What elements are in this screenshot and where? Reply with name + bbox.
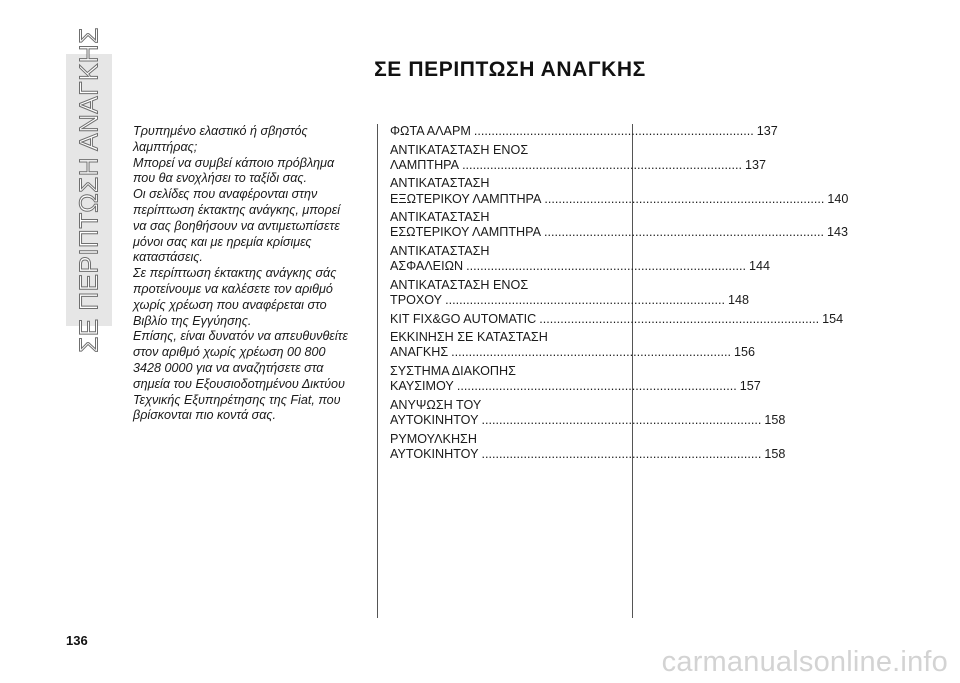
toc-entry-page: 140 <box>827 191 849 206</box>
toc-entry[interactable] <box>390 397 786 428</box>
toc-entry-heading: ΑΝΤΙΚΑΤΑΣΤΑΣΗ <box>390 176 490 191</box>
toc-entry[interactable] <box>390 124 778 139</box>
toc-entry[interactable] <box>390 142 766 173</box>
toc-entry-heading: ΑΝΤΙΚΑΤΑΣΤΑΣΗ <box>390 210 490 225</box>
intro-paragraph: Επίσης, είναι δυνατόν να απευθυνθείτε στον αριθμό χωρίς χρέωση 00 800 3428 0000 για να αναζητήσετε στα σημεία του Εξουσιοδοτημένου Δικτύου Τεχνικής Εξυπηρέτησης της Fiat, που βρίσκονται πιο κοντά σας. <box>133 329 348 423</box>
toc-entry[interactable] <box>390 176 849 206</box>
intro-paragraph: Σε περίπτωση έκτακτης ανάγκης σάς προτείνουμε να καλέσετε τον αριθμό χωρίς χρέωση που αναφέρεται στο Βιβλίο της Εγγύησης. <box>133 266 337 328</box>
intro-text <box>133 124 368 424</box>
toc-entry-label: ΑΝΑΓΚΗΣ <box>390 345 449 360</box>
toc-entry-page: 156 <box>734 345 756 360</box>
toc-entry-label: KIT FIX&GO AUTOMATIC <box>390 311 537 326</box>
toc-entry-page: 137 <box>756 124 778 138</box>
intro-paragraph: Τρυπημένο ελαστικό ή σβηστός λαμπτήρας; <box>133 124 308 154</box>
toc-leader-dots: ................................................................................ <box>481 446 762 461</box>
toc-leader-dots: ................................................................................ <box>481 412 762 427</box>
toc-entry-label: ΑΥΤΟΚΙΝΗΤΟΥ <box>390 412 479 427</box>
toc-entry-page: 158 <box>764 446 786 461</box>
section-side-tab-label: ΣΕ ΠΕΡΙΠΤΩΣΗ ΑΝΑΓΚΗΣ <box>73 27 104 353</box>
toc-entry-page: 143 <box>826 225 848 240</box>
toc-leader-dots: ................................................................................ <box>544 191 825 206</box>
toc-entry-heading: ΑΝΥΨΩΣΗ ΤΟΥ <box>390 397 482 412</box>
toc-entry[interactable] <box>390 243 771 274</box>
toc-entry-label: ΑΣΦΑΛΕΙΩΝ <box>390 259 464 274</box>
toc-entry-label: ΑΥΤΟΚΙΝΗΤΟΥ <box>390 446 479 461</box>
toc-entry-label: ΚΑΥΣΙΜΟΥ <box>390 379 454 394</box>
toc-entry[interactable] <box>390 363 761 394</box>
page-title: ΣΕ ΠΕΡΙΠΤΩΣΗ ΑΝΑΓΚΗΣ <box>374 58 646 81</box>
column-divider-left <box>377 124 378 618</box>
toc-entry-page: 157 <box>739 379 761 394</box>
toc-leader-dots: ................................................................................ <box>466 259 747 274</box>
toc-entry[interactable] <box>390 431 786 462</box>
table-of-contents <box>390 124 849 465</box>
toc-entry[interactable] <box>390 330 756 360</box>
toc-entry-label: ΕΞΩΤΕΡΙΚΟΥ ΛΑΜΠΤΗΡΑ <box>390 191 542 206</box>
toc-entry-label: ΕΣΩΤΕΡΙΚΟΥ ΛΑΜΠΤΗΡΑ <box>390 225 542 240</box>
toc-entry-page: 148 <box>728 292 750 307</box>
toc-leader-dots: ................................................................................ <box>456 379 737 394</box>
toc-leader-dots: ................................................................................ <box>445 292 726 307</box>
toc-entry-page: 144 <box>749 259 771 274</box>
toc-entry-heading: ΕΚΚΙΝΗΣΗ ΣΕ ΚΑΤΑΣΤΑΣΗ <box>390 330 548 345</box>
toc-entry-page: 154 <box>822 311 844 326</box>
toc-entry-heading: ΑΝΤΙΚΑΤΑΣΤΑΣΗ <box>390 243 490 258</box>
watermark: carmanualsonline.info <box>661 646 948 678</box>
toc-entry-label: ΤΡΟΧΟΥ <box>390 292 443 307</box>
toc-entry-heading: ΣΥΣΤΗΜΑ ΔΙΑΚΟΠΗΣ <box>390 363 516 378</box>
toc-entry[interactable] <box>390 210 848 240</box>
page-number: 136 <box>66 633 88 648</box>
toc-entry-label: ΦΩΤΑ ΑΛΑΡΜ <box>390 124 471 138</box>
toc-leader-dots: ................................................................................ <box>473 124 754 138</box>
toc-entry-page: 137 <box>744 157 766 172</box>
toc-leader-dots: ................................................................................ <box>462 157 742 172</box>
toc-entry[interactable] <box>390 311 844 327</box>
toc-entry[interactable] <box>390 277 750 308</box>
toc-leader-dots: ................................................................................ <box>451 345 732 360</box>
toc-entry-heading: ΑΝΤΙΚΑΤΑΣΤΑΣΗ ΕΝΟΣ <box>390 277 529 292</box>
intro-paragraph: Μπορεί να συμβεί κάποιο πρόβλημα που θα ενοχλήσει το ταξίδι σας. <box>133 155 335 186</box>
toc-entry-page: 158 <box>764 412 786 427</box>
toc-leader-dots: ................................................................................ <box>544 225 824 240</box>
toc-entry-label: ΛΑΜΠΤΗΡΑ <box>390 157 460 172</box>
intro-paragraph: Οι σελίδες που αναφέρονται στην περίπτωση έκτακτης ανάγκης, μπορεί να σας βοηθήσουν να αντιμετωπίσετε μόνοι σας και με ηρεμία κρίσιμες καταστάσεις. <box>133 187 341 265</box>
toc-entry-heading: ΑΝΤΙΚΑΤΑΣΤΑΣΗ ΕΝΟΣ <box>390 142 529 157</box>
toc-leader-dots: ................................................................................ <box>539 311 820 326</box>
toc-entry-heading: ΡΥΜΟΥΛΚΗΣΗ <box>390 431 477 446</box>
